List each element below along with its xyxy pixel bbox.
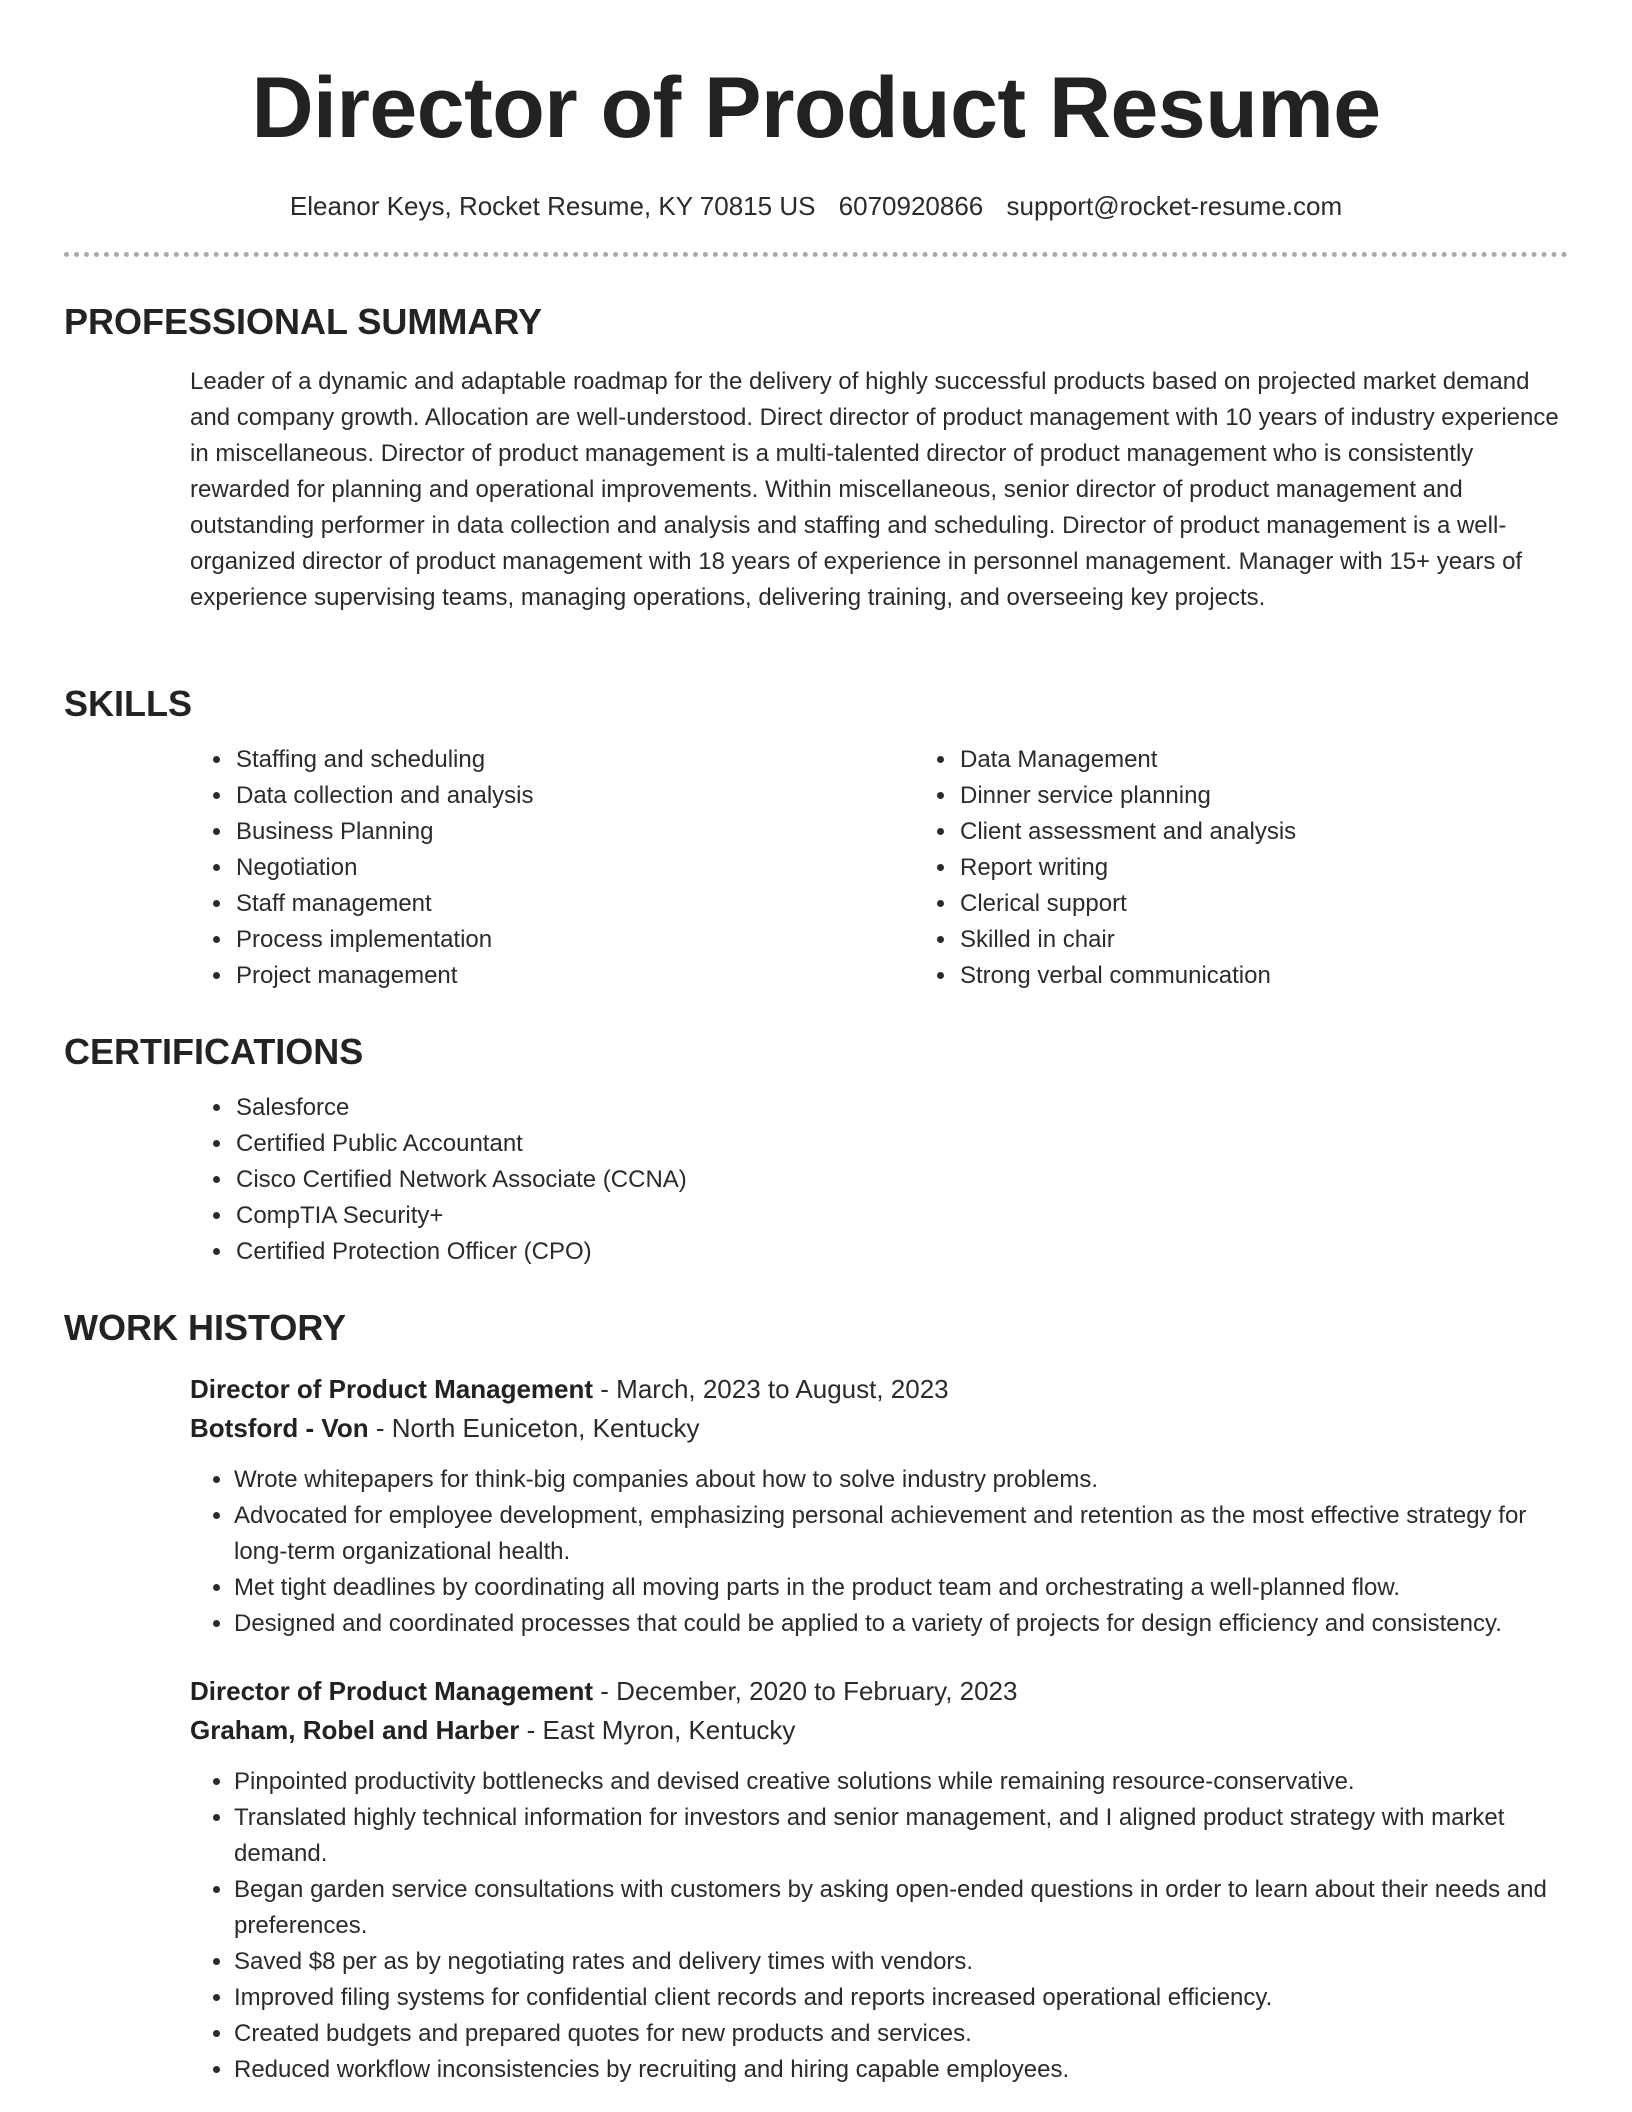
summary-text: Leader of a dynamic and adaptable roadmap for the delivery of highly successful products based on projected market demand and company growth. Allocation are well-understood. Direct director of product management with 10 years of industry experience in miscellaneous. Director of product management is a multi-talented director of product management who is consistently rewarded for planning and operational improvements. Within miscellaneous, senior director of product management and outstanding performer in data collection and analysis and staffing and scheduling. Director of product management is a well-organized director of product management with 18 years of experience in personnel management. Manager with 15+ years of experience supervising teams, managing operations, delivering training, and overseeing key projects. (190, 368, 1559, 611)
skill-item: • Staff management (234, 886, 914, 922)
skill-item: • Dinner service planning (958, 778, 1594, 814)
skills-section (64, 682, 1568, 994)
job-bullets (190, 1764, 1568, 2088)
job-location: - North Euniceton, Kentucky (368, 1413, 700, 1443)
skill-item: • Staffing and scheduling (234, 742, 914, 778)
skill-item: • Data Management (958, 742, 1594, 778)
skill-item: • Strong verbal communication (958, 958, 1594, 994)
job-bullet: • Improved filing systems for confidential client records and reports increased operational efficiency. (234, 1980, 1568, 2016)
contact-phone: 6070920866 (838, 191, 984, 221)
skill-item: • Project management (234, 958, 914, 994)
job-title: Director of Product Management (190, 1676, 594, 1706)
contact-email: support@rocket-resume.com (1006, 191, 1343, 221)
certification-item: • Cisco Certified Network Associate (CCNA) (234, 1162, 1568, 1198)
job-entry (190, 1672, 1568, 2088)
job-company: Botsford - Von (190, 1413, 369, 1443)
job-company-line (190, 1711, 1568, 1750)
contact-info (64, 188, 1568, 224)
certifications-section (64, 1030, 1568, 1270)
work-history-section (64, 1306, 1568, 2088)
job-dates: - March, 2023 to August, 2023 (593, 1374, 949, 1404)
summary-section (64, 300, 1568, 616)
skills-heading: SKILLS (64, 683, 193, 724)
job-title-line (190, 1370, 1568, 1409)
certification-item: • Salesforce (234, 1090, 1568, 1126)
job-bullets (190, 1462, 1568, 1642)
skill-item: • Skilled in chair (958, 922, 1594, 958)
certifications-list (64, 1090, 1568, 1270)
job-bullet: • Met tight deadlines by coordinating all moving parts in the product team and orchestrating a well-planned flow. (234, 1570, 1568, 1606)
job-bullet: • Reduced workflow inconsistencies by recruiting and hiring capable employees. (234, 2052, 1568, 2088)
work-history-heading: WORK HISTORY (64, 1307, 347, 1348)
skill-item: • Data collection and analysis (234, 778, 914, 814)
job-bullet: • Saved $8 per as by negotiating rates and delivery times with vendors. (234, 1944, 1568, 1980)
job-bullet: • Created budgets and prepared quotes for new products and services. (234, 2016, 1568, 2052)
job-bullet: • Pinpointed productivity bottlenecks and devised creative solutions while remaining resource-conservative. (234, 1764, 1568, 1800)
job-bullet: • Wrote whitepapers for think-big companies about how to solve industry problems. (234, 1462, 1568, 1498)
skill-item: • Report writing (958, 850, 1594, 886)
job-bullet: • Began garden service consultations with customers by asking open-ended questions in order to learn about their needs and preferences. (234, 1872, 1568, 1944)
summary-heading: PROFESSIONAL SUMMARY (64, 301, 543, 342)
certification-item: • Certified Public Accountant (234, 1126, 1568, 1162)
skills-list-left (64, 742, 914, 994)
job-title-line (190, 1672, 1568, 1711)
certifications-heading: CERTIFICATIONS (64, 1031, 364, 1072)
job-dates: - December, 2020 to February, 2023 (593, 1676, 1018, 1706)
job-bullet: • Designed and coordinated processes that could be applied to a variety of projects for design efficiency and consistency. (234, 1606, 1568, 1642)
job-company-line (190, 1409, 1568, 1448)
job-bullet: • Translated highly technical information for investors and senior management, and I aligned product strategy with market demand. (234, 1800, 1568, 1872)
skill-item: • Clerical support (958, 886, 1594, 922)
job-location: - East Myron, Kentucky (519, 1715, 796, 1745)
skills-list-right (914, 742, 1594, 994)
skill-item: • Client assessment and analysis (958, 814, 1594, 850)
resume-title: Director of Product Resume (251, 60, 1381, 156)
job-entry (190, 1370, 1568, 1642)
certification-item: • Certified Protection Officer (CPO) (234, 1234, 1568, 1270)
skill-item: • Negotiation (234, 850, 914, 886)
job-company: Graham, Robel and Harber (190, 1715, 520, 1745)
skill-item: • Business Planning (234, 814, 914, 850)
job-bullet: • Advocated for employee development, emphasizing personal achievement and retention as the most effective strategy for long-term organizational health. (234, 1498, 1568, 1570)
header-divider (64, 252, 1568, 257)
skills-columns (64, 742, 1568, 994)
contact-address: Eleanor Keys, Rocket Resume, KY 70815 US (289, 191, 816, 221)
job-title: Director of Product Management (190, 1374, 594, 1404)
skill-item: • Process implementation (234, 922, 914, 958)
certification-item: • CompTIA Security+ (234, 1198, 1568, 1234)
